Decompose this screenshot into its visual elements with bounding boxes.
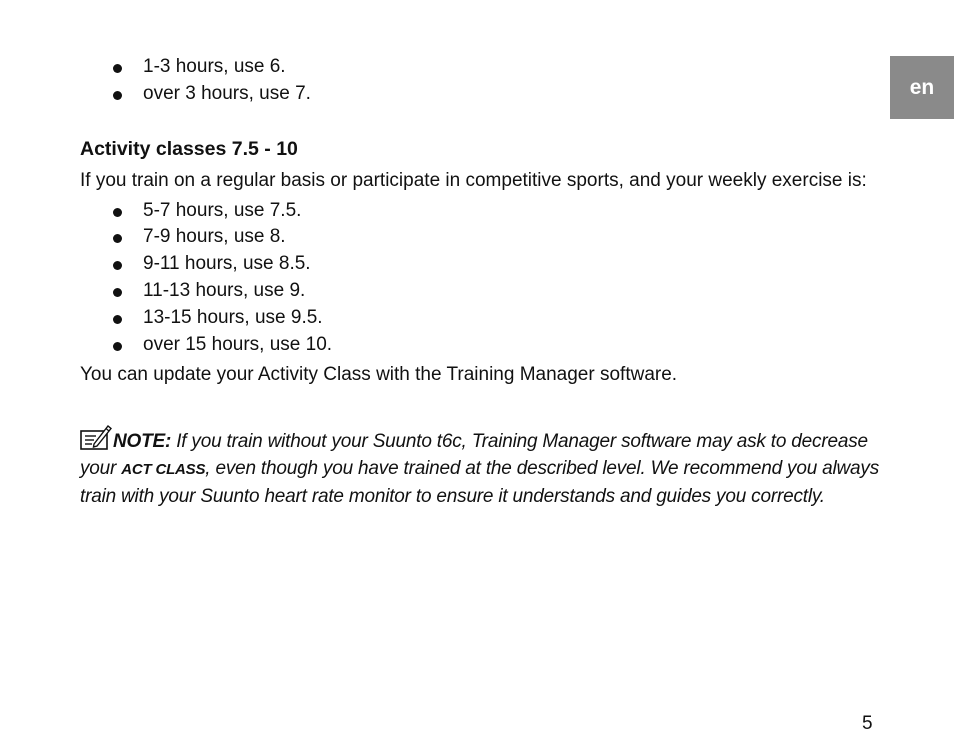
list-item: 11-13 hours, use 9. [80, 278, 880, 305]
note-text: , even though you have trained at the described level. We recommend you always train with your Suunto heart rate monitor to ensure it understands and guides you correctly. [80, 458, 880, 508]
section-heading: Activity classes 7.5 - 10 [80, 137, 298, 160]
section-intro: If you train on a regular basis or participate in competitive sports, and your weekly exercise is: [80, 169, 867, 191]
list-item: 1-3 hours, use 6. [80, 54, 880, 81]
top-bullet-list [80, 54, 880, 108]
act-class-term: ACT CLASS [121, 461, 206, 479]
activity-bullet-list [80, 198, 880, 359]
list-item: over 3 hours, use 7. [80, 81, 880, 108]
list-item: 9-11 hours, use 8.5. [80, 251, 880, 278]
page-number: 5 [862, 713, 873, 734]
note-text: If you train without your Suunto t6c, Training Manager software may ask to decrease your [80, 431, 868, 480]
note-label: NOTE: [113, 431, 172, 453]
page-content [80, 54, 880, 510]
list-item: 5-7 hours, use 7.5. [80, 198, 880, 225]
note-pencil-icon [80, 422, 113, 450]
update-text: You can update your Activity Class with the Training Manager software. [80, 364, 678, 386]
language-tab: en [890, 56, 954, 119]
list-item: 7-9 hours, use 8. [80, 224, 880, 251]
note-block [80, 422, 880, 510]
list-item: over 15 hours, use 10. [80, 332, 880, 359]
list-item: 13-15 hours, use 9.5. [80, 305, 880, 332]
